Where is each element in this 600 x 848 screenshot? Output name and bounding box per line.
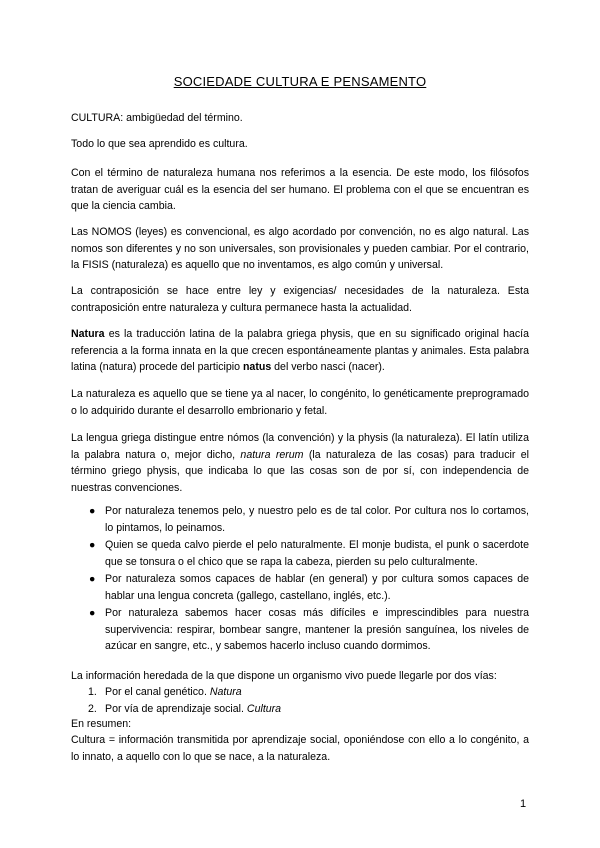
list-item-text: Por naturaleza tenemos pelo, y nuestro pelo es de tal color. Por cultura nos lo cortamos, lo pintamos, lo peinamos. [105,505,529,534]
list-item-text: Por naturaleza sabemos hacer cosas más difíciles e imprescindibles para nuestra supervivencia: respirar, bombear sangre, mantener la presión sanguínea, los niveles de azúcar en sangre, etc., y sabemos hacerlo incluso cuando dormimos. [105,607,529,652]
page-number: 1 [520,798,527,810]
natura-text-1: es la traducción latina de la palabra griega physis, que en su significado original hacía referencia a la forma innata en la que crecen espontáneamente plantas y animales. Esta palabra latina (natura) procede del participio [71,328,529,373]
lengua-text-1: La lengua griega distingue entre nómos (la convención) y la physis (la naturaleza). El latín utiliza la palabra natura o, mejor dicho, [71,432,529,461]
ordered-item-number: 2. [88,702,97,715]
lengua-text-2: (la naturaleza de las cosas) para traducir el término griego physis, que indicaba lo que las cosas son de por sí, con independencia de nuestras convenciones. [71,448,529,494]
ordered-item-number: 1. [88,686,97,698]
paragraph-natura [71,326,529,376]
paragraph-contraposicion: La contraposición se hace entre ley y exigencias/ necesidades de la naturaleza. Esta contraposición entre naturaleza y cultura permanece hasta la actualidad. [71,285,529,314]
paragraph-informacion-heredada: La información heredada de la que dispone un organismo vivo puede llegarle por dos vías: [71,670,497,682]
paragraph-nomos: Las NOMOS (leyes) es convencional, es algo acordado por convención, no es algo natural. Las nomos son diferentes y no son universales, son provisionales y pueden cambiar. Por el contrario, la FISIS (naturaleza) es aquello que no inventamos, es algo común y universal. [71,226,529,271]
natura-text-2: del verbo nasci (nacer). [271,361,385,373]
paragraph-aprendido: Todo lo que sea aprendido es cultura. [71,138,248,150]
list-item [71,537,529,570]
bullet-icon: ● [89,607,96,619]
list-item [71,571,529,604]
list-item-text: Por naturaleza somos capaces de hablar (en general) y por cultura somos capaces de hablar una lengua concreta (gallego, castellano, inglés, etc.). [105,573,529,602]
natura-rerum-italic: natura rerum [240,448,304,461]
ordered-item [71,684,529,701]
natus-bold: natus [242,361,272,373]
ordered-list [71,684,529,717]
ordered-item-italic: Cultura [246,702,282,715]
ordered-item-italic: Natura [209,686,242,698]
paragraph-cultura: CULTURA: ambigüedad del término. [71,112,243,124]
paragraph-lengua-griega [71,430,529,496]
paragraph-naturaleza-humana: Con el término de naturaleza humana nos referimos a la esencia. De este modo, los filósofos tratan de averiguar cuál es la esencia del ser humano. El problema con el que se encuentran es que la ciencia cambia. [71,167,529,212]
list-item [71,605,529,655]
bullet-icon: ● [89,539,96,551]
ordered-item-text: Por vía de aprendizaje social. [105,702,247,715]
paragraph-congenito: La naturaleza es aquello que se tiene ya al nacer, lo congénito, lo genéticamente preprogramado o lo adquirido durante el desarrollo embrionario y fetal. [71,388,529,417]
bullet-list [71,503,529,656]
list-item-text: Quien se queda calvo pierde el pelo naturalmente. El monje budista, el punk o sacerdote que se tonsura o el chico que se rapa la cabeza, pierden su pelo culturalmente. [105,539,529,568]
paragraph-en-resumen: En resumen: [71,718,132,730]
page-title: SOCIEDADE CULTURA E PENSAMENTO [173,74,427,89]
paragraph-cultura-definicion: Cultura = información transmitida por aprendizaje social, oponiéndose con ello a lo congénito, a lo innato, a aquello con lo que se nace, a la naturaleza. [71,734,529,763]
ordered-item [71,701,529,718]
bullet-icon: ● [89,505,96,517]
bullet-icon: ● [89,573,96,585]
list-item [71,503,529,536]
natura-bold: Natura [71,328,105,340]
ordered-item-text: Por el canal genético. [105,686,210,698]
